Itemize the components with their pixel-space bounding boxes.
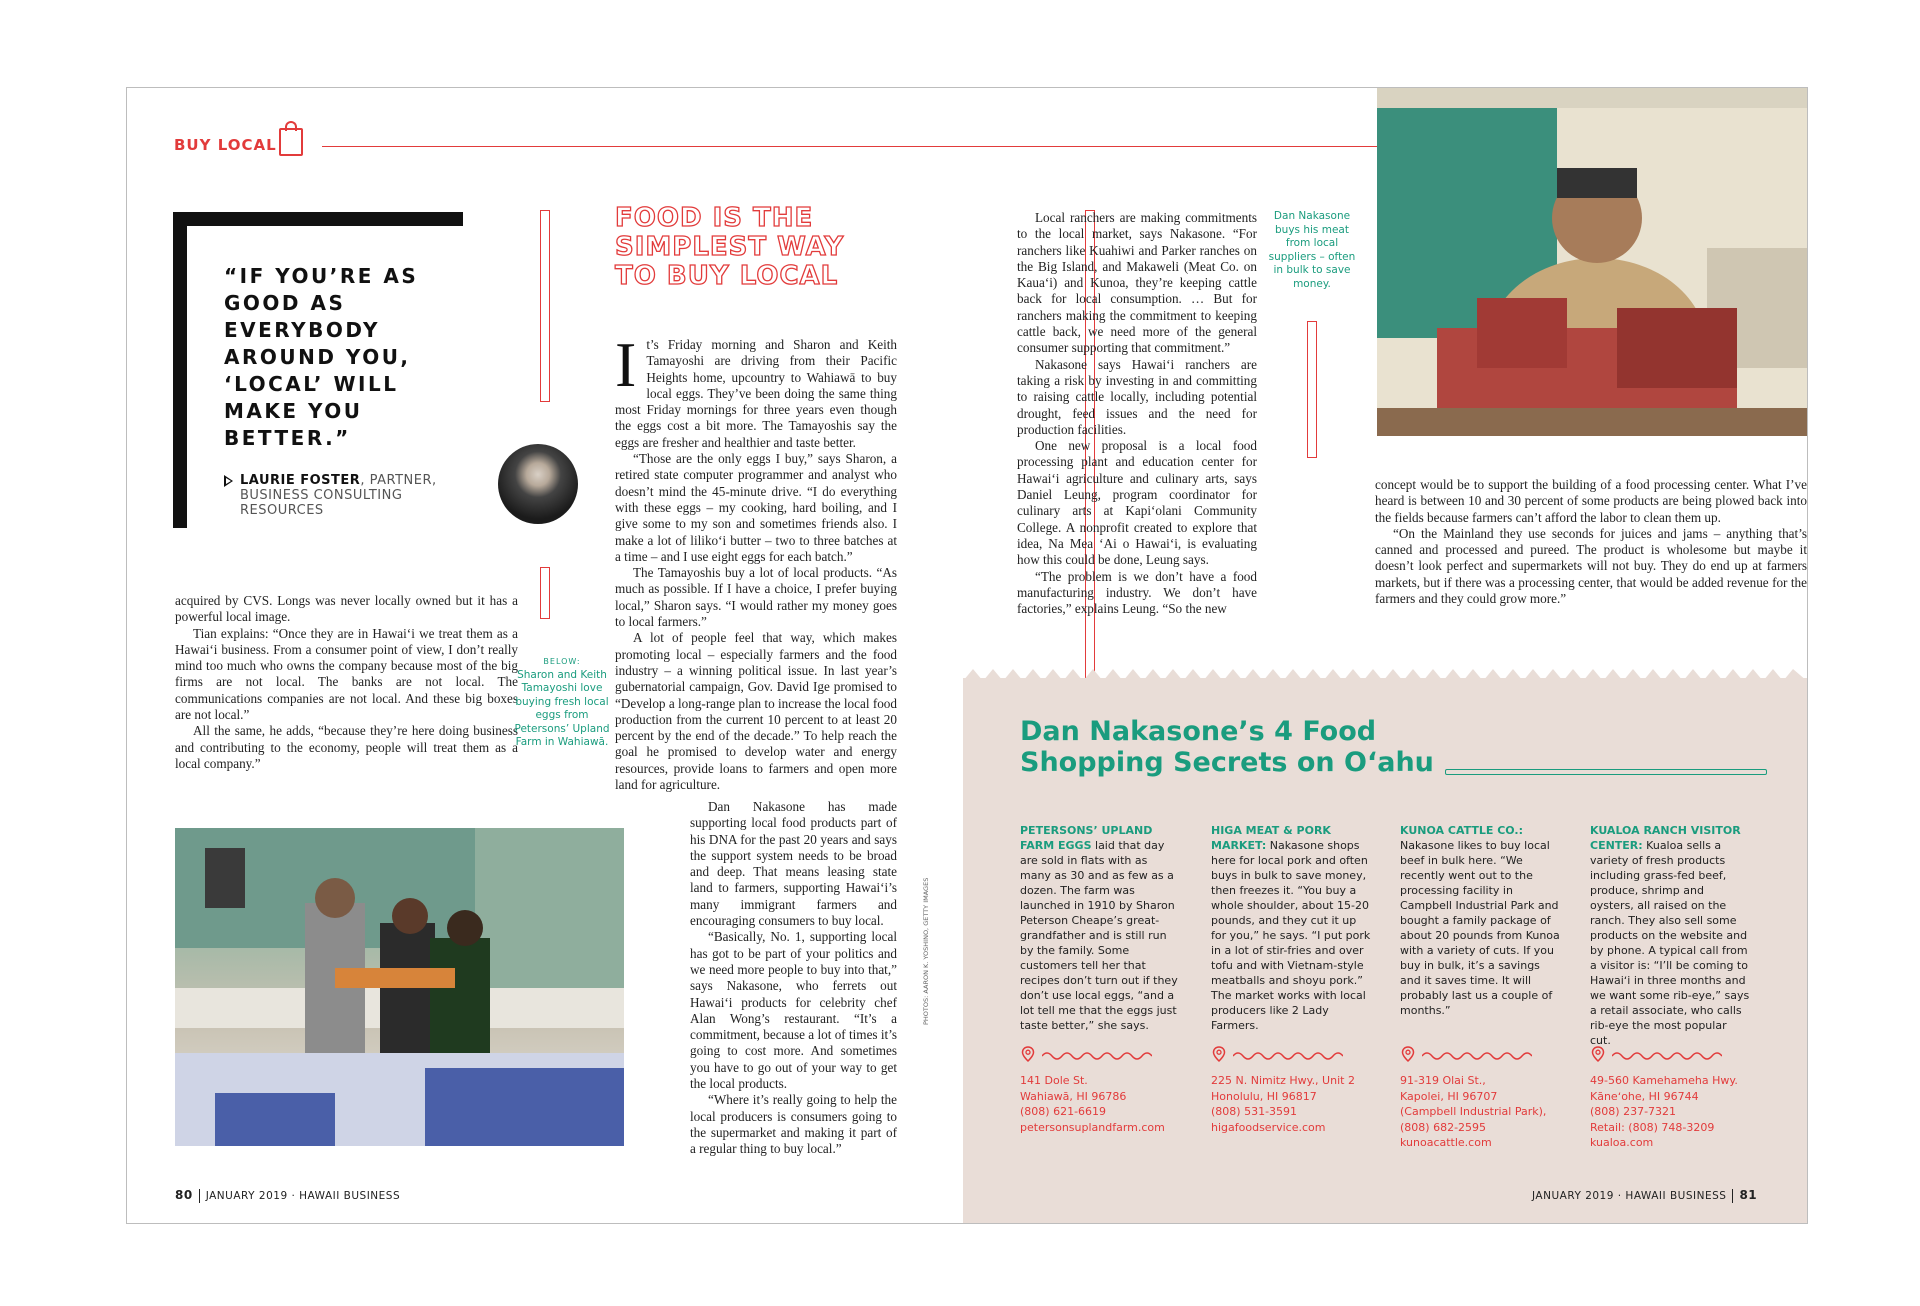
phone-number: (808) 621-6619	[1020, 1105, 1107, 1118]
paragraph: A lot of people feel that way, which makes promoting local – especially farmers and the food industry – a winning political issue. In last year’s gubernatorial campaign, Gov. David Ige promised to “Develop a long-range plan to increase the local food production from the current 10 percent to at least 20 percent by the end of the decade.” To help reach the goal he promised to develop water and energy resources, provide loans to farmers and open more land for agriculture.	[615, 630, 897, 793]
address-line: 141 Dole St.	[1020, 1074, 1088, 1087]
address-line: Kāneʻohe, HI 96744	[1590, 1089, 1699, 1103]
article-title: FOOD IS THE SIMPLEST WAY TO BUY LOCAL	[615, 203, 845, 291]
sidebar-item-text: laid that day are sold in flats with as many as 30 and as few as a dozen. The farm was launched in 1910 by Sharon Peterson Cheape’s great-grandfather and is still run by the family. Some customers tell her that recipes don’t turn out if they don’t use local eggs, “and a lot tell me that the eggs just taste better,” she says.	[1020, 839, 1178, 1032]
footer-separator	[199, 1189, 200, 1203]
egg-farm-illustration	[175, 828, 624, 1146]
wave-divider	[1612, 1050, 1722, 1062]
paragraph: Dan Nakasone has made supporting local food products part of his DNA for the past 20 years and says the support system needs to be broad and deep. That means leasing state land to farmers, supporting Hawaiʻi’s many immigrant farmers and encouraging consumers to buy local.	[690, 799, 897, 929]
sidebar-item-text: Kualoa sells a variety of fresh products including grass-fed beef, produce, shrimp and oysters, all raised on the ranch. They also sell some products on the website and by phone. A typical call from a visitor is: “I’ll be coming to Hawaiʻi in three months and we want some rib-eye,” says a retail associate, who calls rib-eye the most popular cut.	[1590, 839, 1750, 1047]
paragraph: “Those are the only eggs I buy,” says Sharon, a retired state computer programmer and analyst who doesn’t mind the 45-minute drive. “I do everything with these eggs – my cooking, hard boiling, and I give some to my son and sometimes friends also. I make a lot of lilikoʻi butter – two to three batches at a time – and I use eight eggs for each batch.”	[615, 451, 897, 564]
divider-bar	[540, 567, 550, 619]
website-link[interactable]: petersonsuplandfarm.com	[1020, 1120, 1165, 1134]
footer-right	[1532, 1188, 1757, 1203]
photo-credit: PHOTOS: AARON K. YOSHINO, GETTY IMAGES	[922, 877, 930, 1025]
dan-illustration	[1377, 88, 1807, 436]
photo-caption-below	[507, 655, 617, 750]
location-pin-icon	[1590, 1046, 1606, 1062]
section-label: BUY LOCAL	[174, 136, 277, 154]
sidebar-item-name: HIGA MEAT & PORK MARKET:	[1211, 824, 1331, 852]
website-link[interactable]: kualoa.com	[1590, 1136, 1654, 1149]
address-block	[1020, 1073, 1190, 1135]
dan-nakasone-photo	[1377, 88, 1807, 436]
page-number: 80	[175, 1188, 193, 1202]
wave-divider	[1042, 1050, 1152, 1062]
sidebar-item	[1020, 823, 1180, 1033]
paragraph: “Basically, No. 1, supporting local has got to be part of your politics and we need more people to buy into that,” says Nakasone, who ferrets out Hawaiʻi products for celebrity chef Alan Wong’s restaurant. “It’s a commitment, because a lot of times it’s going to cost more. And sometimes you have to go out of your way to get the local products.	[690, 929, 897, 1092]
sidebar-title-line2: Shopping Secrets on Oʻahu	[1020, 747, 1434, 778]
shopping-bag-icon	[279, 128, 303, 156]
attribution-title: , PARTNER, BUSINESS CONSULTING RESOURCES	[240, 473, 437, 518]
attribution-name: LAURIE FOSTER	[240, 473, 361, 488]
caption-text: Sharon and Keith Tamayoshi love buying fresh local eggs from Petersons’ Upland Farm in Wahiawā.	[514, 668, 610, 748]
wave-divider	[1422, 1050, 1532, 1062]
drop-cap: I	[615, 329, 637, 400]
address-line: Kapolei, HI 96707	[1400, 1089, 1498, 1103]
paragraph: Tian explains: “Once they are in Hawaiʻi we treat them as a Hawaiʻi business. From a consumer point of view, I don’t really mind too much who owns the company because most of the big firms are not local. The banks are not local. The communications companies are not local. And these big boxes are not local.”	[175, 625, 518, 723]
paragraph: “The problem is we don’t have a food manufacturing industry. We don’t have factories,” explains Leung. “So the new	[1017, 568, 1257, 617]
website-link[interactable]: kunoacattle.com	[1400, 1136, 1492, 1149]
paragraph: “On the Mainland they use seconds for juices and jams – anything that’s canned and processed and pureed. The product is wholesome but maybe it doesn’t look perfect and supermarkets will not buy. They do end up at farmers markets, but if there was a processing center, that would be added revenue for the farmers and they could grow more.”	[1375, 525, 1807, 607]
paragraph: All the same, he adds, “because they’re here doing business and contributing to the economy, people will treat them as a local company.”	[175, 723, 518, 771]
play-triangle-icon	[224, 475, 233, 487]
divider-bar	[1307, 321, 1317, 458]
address-line: Honolulu, HI 96817	[1211, 1089, 1317, 1103]
sidebar-item	[1590, 823, 1750, 1048]
article-column-left	[175, 593, 518, 772]
paragraph: One new proposal is a local food processing plant and education center for Hawaiʻi agriculture and culinary arts, says Daniel Leung, program coordinator for culinary arts at Kapiʻolani Community College. A nonprofit created to explore that idea, Na Mea ʻAi o Hawaiʻi, is evaluating how this could be done, Leung says.	[1017, 438, 1257, 568]
article-column-right	[1017, 210, 1257, 617]
paragraph: acquired by CVS. Longs was never locally owned but it has a powerful local image.	[175, 593, 518, 625]
address-block	[1211, 1073, 1381, 1135]
quote-attribution	[224, 473, 454, 518]
pull-quote: “IF YOU’RE AS GOOD AS EVERYBODY AROUND YOU, ‘LOCAL’ WILL MAKE YOU BETTER.”	[224, 264, 419, 450]
sidebar-item	[1211, 823, 1371, 1033]
magazine-spread	[126, 87, 1808, 1224]
sidebar-title	[1020, 716, 1434, 778]
article-column-far-right	[1375, 477, 1807, 607]
sidebar-item-text: Nakasone likes to buy local beef in bulk here. “We recently went out to the processing facility in Campbell Industrial Park and bought a family package of about 20 pounds from Kunoa with a variety of cuts. If you buy in bulk, it’s a savings and it saves time. It will probably last us a couple of months.”	[1400, 839, 1560, 1017]
address-line: 49-560 Kamehameha Hwy.	[1590, 1074, 1738, 1087]
address-line: 225 N. Nimitz Hwy., Unit 2	[1211, 1074, 1355, 1087]
footer-separator	[1732, 1189, 1733, 1203]
paragraph: “Where it’s really going to help the local producers is consumers going to the supermarket and making it part of a regular thing to buy local.”	[690, 1092, 897, 1157]
paragraph: t’s Friday morning and Sharon and Keith Tamayoshi are driving from their Pacific Heights home, upcountry to Wahiawā to buy local eggs. They’ve been doing the same thing most Friday mornings for three years even though the eggs cost a bit more. The Tamayoshis say the eggs are fresher and healthier and taste better.	[615, 337, 897, 450]
website-link[interactable]: higafoodservice.com	[1211, 1120, 1326, 1134]
sidebar-item-name: KUALOA RANCH VISITOR CENTER:	[1590, 824, 1741, 852]
photo-caption-dan: Dan Nakasone buys his meat from local suppliers – often in bulk to save money.	[1268, 210, 1356, 290]
phone-number: (808) 237-7321	[1590, 1105, 1677, 1118]
sidebar-item-name: PETERSONS’ UPLAND FARM EGGS	[1020, 824, 1153, 852]
paragraph: The Tamayoshis buy a lot of local products. “As much as possible. If I have a choice, I prefer buying local,” Sharon says. “I would rather my money goes to local farmers.”	[615, 565, 897, 630]
article-column-middle-continued	[690, 799, 897, 1158]
sidebar-title-line1: Dan Nakasone’s 4 Food	[1020, 716, 1377, 747]
footer-text: JANUARY 2019 · HAWAII BUSINESS	[205, 1190, 401, 1202]
footer-text: JANUARY 2019 · HAWAII BUSINESS	[1532, 1190, 1727, 1202]
sidebar-rule	[1445, 769, 1767, 775]
phone-number: Retail: (808) 748-3209	[1590, 1120, 1715, 1134]
portrait-photo	[498, 444, 578, 524]
header-rule	[322, 146, 1492, 147]
phone-number: (808) 531-3591	[1211, 1105, 1298, 1118]
address-block	[1400, 1073, 1570, 1151]
phone-number: (808) 682-2595	[1400, 1120, 1487, 1134]
address-block	[1590, 1073, 1760, 1151]
location-pin-icon	[1020, 1046, 1036, 1062]
location-pin-icon	[1400, 1046, 1416, 1062]
paragraph: Nakasone says Hawaiʻi ranchers are taking a risk by investing in and committing to raising cattle locally, including potential drought, feed issues and the need for production facilities.	[1017, 356, 1257, 437]
address-line: 91-319 Olai St.,	[1400, 1074, 1486, 1087]
paragraph: concept would be to support the building of a food processing center. What I’ve heard is between 10 and 30 percent of some products are being plowed back into the fields because farmers can’t afford the labor to clean them up.	[1375, 477, 1807, 525]
location-pin-icon	[1211, 1046, 1227, 1062]
footer-left	[175, 1188, 400, 1203]
wave-divider	[1233, 1050, 1343, 1062]
sidebar-item-name: KUNOA CATTLE CO.:	[1400, 824, 1523, 837]
egg-farm-photo	[175, 828, 624, 1146]
article-column-middle	[615, 329, 897, 793]
address-line: Wahiawā, HI 96786	[1020, 1089, 1127, 1103]
sidebar-item-text: Nakasone shops here for local pork and often buys in bulk to save money, then freezes it. “You buy a whole shoulder, about 15-20 pounds, and they cut it up for you,” he says. “I put pork in a lot of stir-fries and over tofu and with Vietnam-style meatballs and shoyu pork.” The market works with local producers like 2 Lady Farmers.	[1211, 839, 1371, 1032]
sidebar-item	[1400, 823, 1560, 1018]
caption-label: BELOW:	[543, 657, 581, 666]
divider-bar	[540, 210, 550, 402]
page-number: 81	[1739, 1188, 1758, 1202]
address-line: (Campbell Industrial Park),	[1400, 1105, 1547, 1118]
paragraph: Local ranchers are making commitments to the local market, says Nakasone. “For ranchers like Kuahiwi and Parker ranches on the Big Island, and Makaweli (Meat Co. on Kauaʻi) and Kunoa, they’re keeping cattle back for local consumption. … But for ranchers making the commitment to keeping cattle back, we need more of the general consumer supporting that commitment.”	[1017, 210, 1257, 356]
